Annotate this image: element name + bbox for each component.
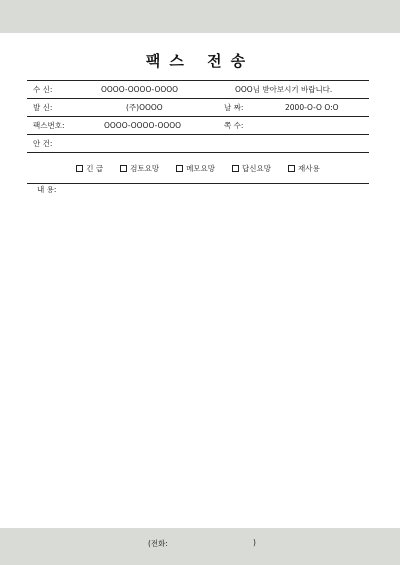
date-label: 날 짜: bbox=[224, 103, 244, 112]
checkbox-label: 답신요망 bbox=[242, 163, 272, 173]
checkbox-label: 긴 급 bbox=[86, 163, 104, 173]
checkbox-memo-requested[interactable] bbox=[176, 163, 215, 174]
checkbox-icon[interactable] bbox=[76, 165, 83, 172]
checkbox-label: 검토요망 bbox=[130, 163, 160, 173]
sender-row bbox=[27, 99, 369, 117]
checkbox-reuse[interactable] bbox=[288, 163, 320, 174]
fax-number-label: 팩스번호: bbox=[33, 121, 65, 130]
footer-closing-paren: ) bbox=[253, 538, 256, 547]
date-value[interactable]: 2000-O-O O:O bbox=[285, 103, 339, 112]
sender-value[interactable]: (주)OOOO bbox=[126, 103, 163, 112]
recipient-note: OOO님 받아보시기 바랍니다. bbox=[235, 85, 333, 94]
fax-header-table bbox=[27, 80, 369, 184]
checkbox-icon[interactable] bbox=[288, 165, 295, 172]
recipient-value[interactable]: OOOO-OOOO-OOOO bbox=[101, 85, 179, 94]
subject-row bbox=[27, 135, 369, 153]
checkbox-urgent[interactable] bbox=[76, 163, 103, 174]
subject-label: 안 건: bbox=[33, 139, 53, 148]
fax-number-value[interactable]: OOOO-OOOO-OOOO bbox=[104, 121, 182, 130]
checkbox-review-requested[interactable] bbox=[120, 163, 159, 174]
top-band bbox=[0, 0, 400, 33]
page-title: 팩스 전송 bbox=[145, 52, 255, 70]
sender-label: 발 신: bbox=[33, 103, 53, 112]
fax-row bbox=[27, 117, 369, 135]
content-label: 내 용: bbox=[37, 185, 57, 194]
footer-phone-label: (전화: bbox=[148, 539, 168, 548]
bottom-band bbox=[0, 528, 400, 565]
checkbox-icon[interactable] bbox=[120, 165, 127, 172]
checkbox-reply-requested[interactable] bbox=[232, 163, 271, 174]
checkbox-label: 메모요망 bbox=[186, 163, 216, 173]
checkbox-icon[interactable] bbox=[176, 165, 183, 172]
pages-label: 쪽 수: bbox=[224, 121, 244, 130]
recipient-row bbox=[27, 80, 369, 99]
checkbox-row bbox=[27, 153, 369, 184]
checkbox-label: 재사용 bbox=[298, 163, 320, 173]
recipient-label: 수 신: bbox=[33, 85, 53, 94]
checkbox-icon[interactable] bbox=[232, 165, 239, 172]
